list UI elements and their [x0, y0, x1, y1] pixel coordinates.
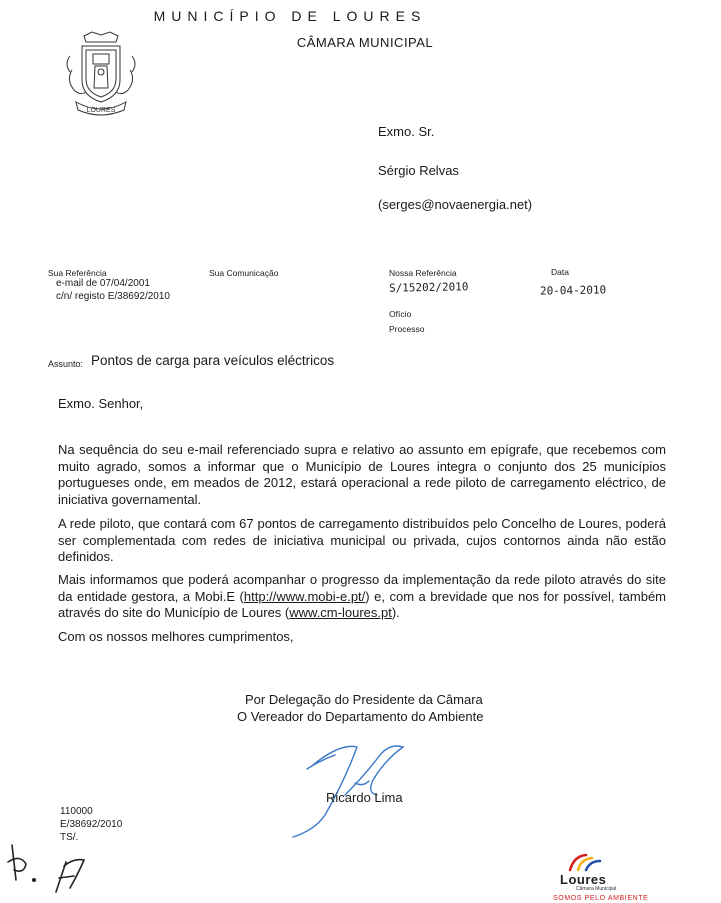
- oficio-label: Ofício: [389, 309, 412, 319]
- logo-subtitle: Câmara Municipal: [576, 886, 617, 892]
- nossa-referencia-label: Nossa Referência: [389, 268, 457, 278]
- mobie-link[interactable]: http://www.mobi-e.pt/: [243, 588, 366, 604]
- subject-text: Pontos de carga para veículos eléctricos: [91, 353, 335, 368]
- paragraph-2: [58, 516, 666, 566]
- data-label: Data: [551, 267, 569, 277]
- logo-tagline: SOMOS PELO AMBIENTE: [553, 895, 649, 902]
- crest-label: LOURES: [86, 107, 116, 114]
- municipality-title: MUNICÍPIO DE LOURES: [153, 8, 427, 24]
- paragraph-1-text: Na sequência do seu e-mail referenciado supra e relativo ao assunto em epígrafe, que recebemos com muito agrado, somos a informar que o Município de Loures integra o conjunto dos 25 municípios portugueses onde, em meados de 2012, estará operacional a rede piloto de carregamento eléctrico, de iniciativa governamental.: [58, 442, 666, 507]
- loures-logo-icon: [566, 852, 606, 872]
- footer-code-2: E/38692/2010: [60, 819, 123, 830]
- recipient-email: (serges@novaenergia.net): [378, 197, 533, 212]
- handwritten-signature-icon: [285, 725, 425, 845]
- footer-code-3: TS/.: [60, 832, 79, 843]
- paragraph-3-part-a: Mais informamos que poderá acompanhar o progresso da implementação da rede piloto através do site da entidade gestora, a Mobi.E (: [58, 572, 666, 604]
- signatory-name: Ricardo Lima: [326, 790, 403, 805]
- greeting: Exmo. Senhor,: [58, 396, 144, 411]
- chamber-title: CÂMARA MUNICIPAL: [296, 35, 434, 50]
- municipal-crest-icon: [62, 30, 140, 118]
- sua-comunicacao-label: Sua Comunicação: [209, 268, 279, 278]
- sua-referencia-line2: c/n/ registo E/38692/2010: [56, 291, 170, 302]
- paragraph-2-text: A rede piloto, que contará com 67 pontos de carregamento distribuídos pelo Concelho de Loures, poderá ser complementada com redes de iniciativa municipal ou privada, cujos contornos ainda não estão definidos.: [58, 516, 666, 564]
- footer-code-1: 110000: [60, 806, 93, 817]
- handwritten-initials-icon: [4, 840, 94, 895]
- recipient-salutation: Exmo. Sr.: [378, 124, 435, 139]
- recipient-name: Sérgio Relvas: [378, 163, 459, 178]
- nossa-referencia-value: S/15202/2010: [388, 280, 469, 295]
- paragraph-3-part-b: ) e, com a brevidade que nos for possível, também através do site do Município de Loures (: [58, 588, 667, 620]
- signature-role: O Vereador do Departamento do Ambiente: [237, 709, 484, 724]
- paragraph-1: [58, 442, 666, 508]
- signature-delegation: Por Delegação do Presidente da Câmara: [245, 692, 483, 707]
- paragraph-3: [58, 572, 666, 622]
- logo-name: Loures: [560, 872, 607, 887]
- closing: Com os nossos melhores cumprimentos,: [58, 629, 294, 644]
- cm-loures-link[interactable]: www.cm-loures.pt: [289, 605, 392, 620]
- data-value: 20-04-2010: [539, 283, 607, 298]
- sua-referencia-label: Sua Referência: [48, 268, 107, 278]
- processo-label: Processo: [389, 324, 425, 334]
- sua-referencia-line1: e-mail de 07/04/2001: [56, 278, 150, 289]
- subject-label: Assunto:: [48, 359, 84, 369]
- paragraph-3-part-c: ).: [391, 605, 400, 620]
